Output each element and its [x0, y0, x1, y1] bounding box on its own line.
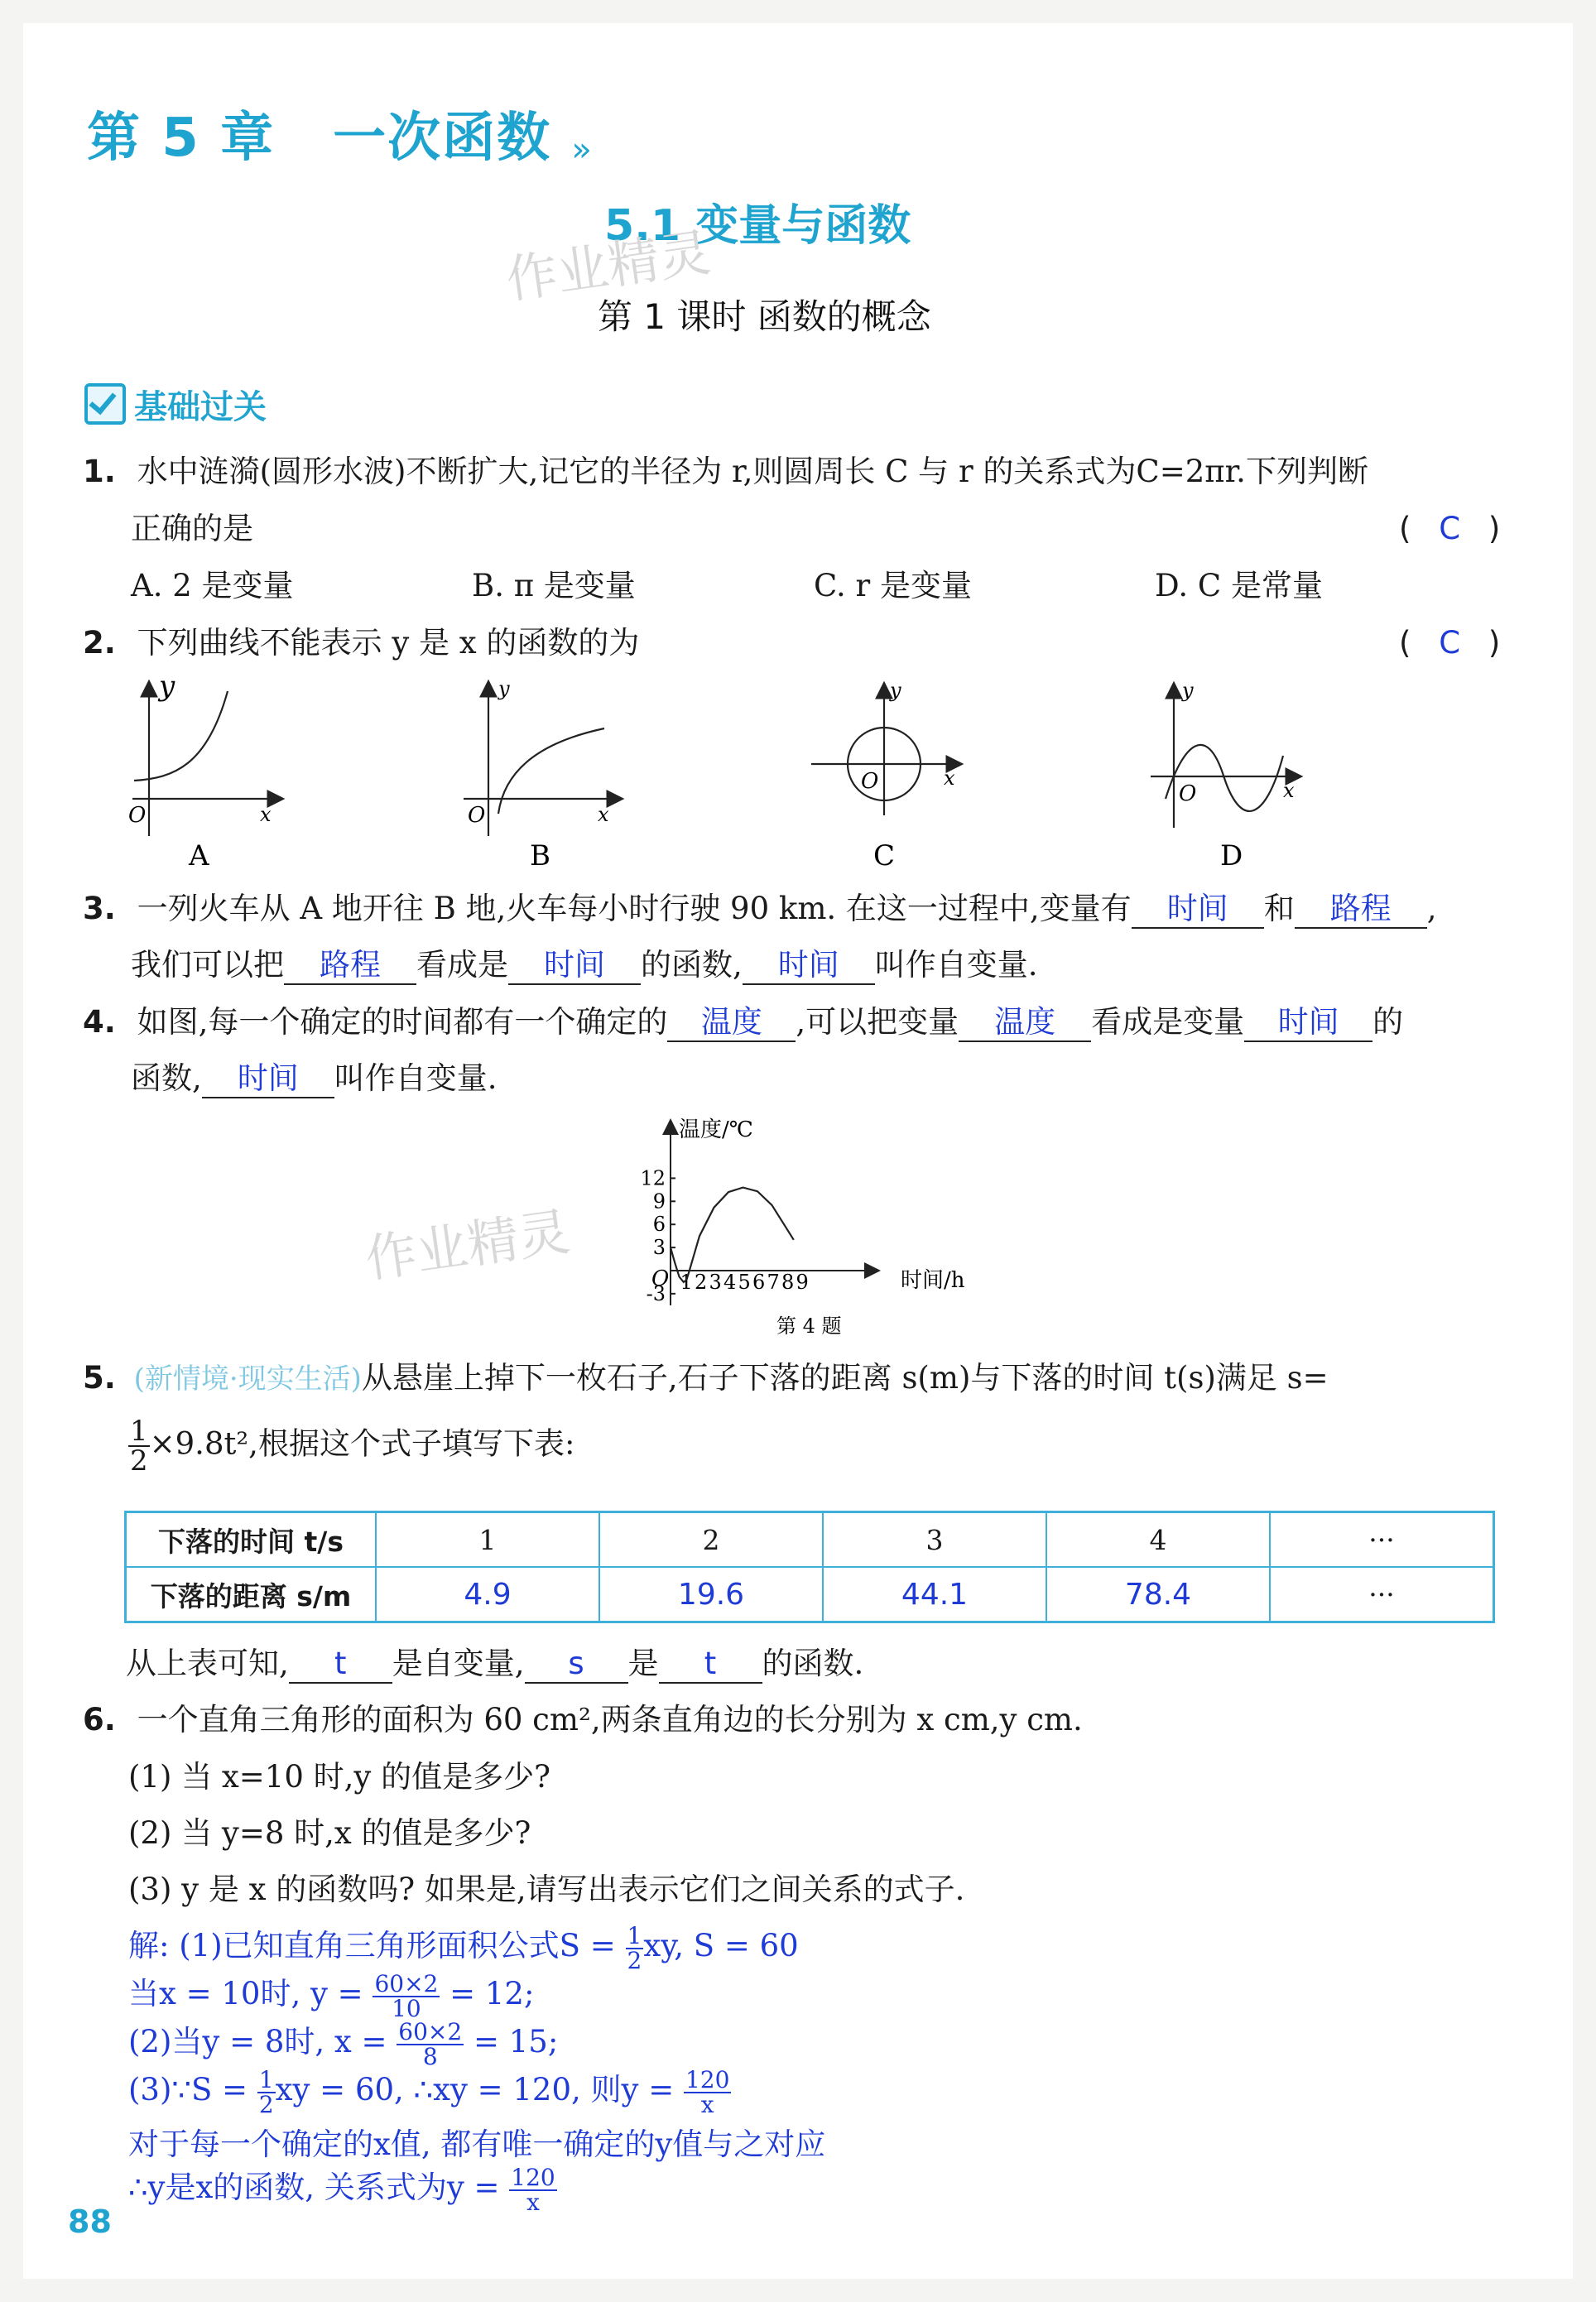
- chart-y-tick-label: 12: [640, 1166, 666, 1190]
- frac-numerator: 120: [685, 2065, 730, 2093]
- q4-text: 的: [1372, 1004, 1404, 1040]
- q3-blank-2[interactable]: 路程: [1295, 891, 1427, 929]
- q5-text: 从上表可知,: [126, 1646, 289, 1681]
- q6-sub-2: (2) 当 y=8 时,x 的值是多少?: [128, 1815, 531, 1851]
- q5-tag: (新情境·现实生活): [133, 1362, 362, 1396]
- question-3: [83, 888, 1436, 930]
- solution-line-4: [128, 2064, 731, 2117]
- sol-text: xy = 60, ∴xy = 120, 则y =: [275, 2072, 675, 2107]
- graph-c-y: y: [890, 679, 901, 702]
- chart-x-tick-label: 9: [796, 1271, 809, 1294]
- page-number: 88: [68, 2203, 112, 2240]
- graph-a-y: y: [159, 675, 175, 703]
- watermark-middle: 作业精灵: [361, 1201, 574, 1290]
- chart-x-tick-label: 3: [709, 1271, 722, 1294]
- q5-line2: [128, 1415, 575, 1478]
- q3-blank-1[interactable]: 时间: [1132, 891, 1264, 929]
- q4-number: 4.: [83, 1004, 116, 1040]
- graph-d-y: y: [1182, 679, 1194, 702]
- q4-text: 函数,: [131, 1060, 202, 1096]
- q1-text-line1: 水中涟漪(圆形水波)不断扩大,记它的半径为 r,则圆周长 C 与 r 的关系式为C=2πr.下列判断: [137, 454, 1368, 489]
- frac-denominator: x: [700, 2090, 714, 2118]
- graph-a-origin: O: [128, 803, 147, 828]
- q5-text: 是自变量,: [392, 1646, 525, 1681]
- q6-sub-3: (3) y 是 x 的函数吗? 如果是,请写出表示它们之间关系的式子.: [128, 1872, 965, 1907]
- graph-c-label: C: [873, 839, 896, 869]
- q3-text: 我们可以把: [131, 947, 284, 983]
- q3-text: 一列火车从 A 地开往 B 地,火车每小时行驶 90 km. 在这一过程中,变量有: [137, 891, 1132, 926]
- sol-text: (2)当y = 8时, x =: [128, 2024, 387, 2059]
- chevron-icon: »: [571, 131, 594, 169]
- sol-text: 当x = 10时, y =: [128, 1976, 363, 2011]
- q4-blank-1[interactable]: 温度: [667, 1004, 796, 1042]
- q5-fraction: [128, 1415, 150, 1478]
- chapter-number: 第 5 章: [87, 108, 276, 169]
- question-4: [83, 1002, 1403, 1043]
- q5-number: 5.: [83, 1360, 116, 1396]
- solution-line-1: [128, 1920, 799, 1973]
- sol-text: = 12;: [449, 1976, 535, 2011]
- table-cell: 3: [823, 1512, 1046, 1568]
- q5-table: [124, 1511, 1495, 1623]
- graph-d-label: D: [1220, 839, 1243, 869]
- chart-y-tick-label: 9: [652, 1189, 666, 1213]
- graph-c: [811, 685, 960, 815]
- chart-y-tick-label: 3: [652, 1236, 666, 1260]
- paren-right: ): [1488, 625, 1501, 661]
- sol-text: 解: (1)已知直角三角形面积公式S =: [128, 1928, 616, 1963]
- frac-numerator: 1: [130, 1415, 148, 1448]
- graph-d-origin: O: [1179, 781, 1197, 806]
- table-answer-cell[interactable]: 44.1: [823, 1567, 1046, 1622]
- checkbox-icon: [84, 383, 126, 425]
- paren-left: (: [1399, 511, 1411, 546]
- q5-text: 从悬崖上掉下一枚石子,石子下落的距离 s(m)与下落的时间 t(s)满足 s=: [361, 1360, 1329, 1396]
- q4-line2: [131, 1058, 498, 1099]
- basic-section-label: [84, 381, 267, 428]
- q4-blank-4[interactable]: 时间: [202, 1060, 334, 1098]
- frac-denominator: 10: [392, 1994, 421, 2022]
- q3-blank-3[interactable]: 路程: [284, 947, 416, 985]
- frac-numerator: 60×2: [398, 2017, 463, 2045]
- chart-x-tick-label: 6: [752, 1271, 766, 1294]
- q3-line2: [131, 944, 1038, 986]
- graph-b-x: x: [598, 803, 609, 826]
- graph-a-label: A: [189, 839, 209, 869]
- sol-text: = 15;: [473, 2024, 559, 2059]
- graph-a: [132, 683, 281, 836]
- q2-graphs: [116, 675, 1324, 869]
- table-cell: 2: [599, 1512, 823, 1568]
- table-answer-cell[interactable]: 19.6: [599, 1567, 823, 1622]
- question-6: [83, 1699, 1083, 1741]
- graph-b-label: B: [530, 839, 550, 869]
- q1-text-line2: 正确的是: [131, 511, 253, 546]
- graph-b-y: y: [498, 677, 510, 700]
- question-5: [83, 1358, 1329, 1400]
- chart-series-line: [671, 1188, 794, 1282]
- q4-temperature-chart: [629, 1113, 1010, 1345]
- table-row-head: 下落的距离 s/m: [126, 1567, 377, 1622]
- chapter-title: [87, 95, 594, 171]
- table-cell: ···: [1270, 1567, 1494, 1622]
- q3-text: 叫作自变量.: [874, 947, 1038, 983]
- basic-label-text: 基础过关: [134, 388, 267, 426]
- q1-option-a: A. 2 是变量: [131, 568, 294, 603]
- q5-blank-2[interactable]: s: [525, 1646, 628, 1684]
- table-cell: 4: [1046, 1512, 1270, 1568]
- watermark-top: 作业精灵: [502, 222, 714, 310]
- sol-text: ∴y是x的函数, 关系式为y =: [128, 2170, 500, 2205]
- q3-number: 3.: [83, 891, 116, 926]
- chart-x-ticks: [680, 1271, 809, 1294]
- frac-numerator: 1: [627, 1921, 642, 1949]
- sol-fraction: [373, 1969, 440, 2022]
- chart-caption: 第 4 题: [776, 1314, 842, 1338]
- frac-denominator: 2: [627, 1946, 642, 1974]
- frac-denominator: x: [526, 2188, 540, 2216]
- graph-a-x: x: [260, 803, 272, 826]
- sol-text: (3)∵S =: [128, 2072, 248, 2107]
- chapter-name: 一次函数: [333, 108, 552, 169]
- graph-b-origin: O: [468, 803, 486, 828]
- q5-blank-3[interactable]: t: [659, 1646, 762, 1684]
- q2-answer-paren: [1399, 622, 1500, 664]
- table-row: [126, 1567, 1494, 1622]
- q4-text: 如图,每一个确定的时间都有一个确定的: [137, 1004, 668, 1040]
- chart-x-tick-label: 4: [723, 1271, 737, 1294]
- q6-text: 一个直角三角形的面积为 60 cm²,两条直角边的长分别为 x cm,y cm.: [137, 1702, 1083, 1737]
- section-title: 5.1 变量与函数: [604, 201, 911, 251]
- chart-x-tick-label: 2: [695, 1271, 708, 1294]
- table-cell: ···: [1270, 1512, 1494, 1568]
- table-cell: 1: [376, 1512, 599, 1568]
- sol-text: xy, S = 60: [643, 1928, 799, 1963]
- q5-conclusion: [126, 1643, 863, 1684]
- solution-line-2: [128, 1968, 534, 2021]
- question-1: [83, 451, 1368, 493]
- graph-c-origin: O: [861, 769, 879, 794]
- table-answer-cell[interactable]: 4.9: [376, 1567, 599, 1622]
- sol-fraction: [257, 2065, 276, 2118]
- table-answer-cell[interactable]: 78.4: [1046, 1567, 1270, 1622]
- chart-x-tick-label: 1: [680, 1271, 693, 1294]
- q5-text: 是: [627, 1646, 659, 1681]
- frac-denominator: 2: [258, 2090, 274, 2118]
- q3-comma: ,: [1426, 891, 1437, 926]
- frac-denominator: 8: [422, 2042, 438, 2070]
- q4-text: 看成是变量: [1091, 1004, 1245, 1040]
- q2-number: 2.: [83, 625, 116, 661]
- solution-line-3: [128, 2016, 558, 2069]
- solution-line-5: 对于每一个确定的x值, 都有唯一确定的y值与之对应: [128, 2127, 826, 2162]
- graph-c-x: x: [944, 767, 955, 790]
- q5-text: 的函数.: [762, 1646, 864, 1681]
- chart-x-tick-label: 7: [767, 1271, 780, 1294]
- chart-x-label: 时间/h: [901, 1268, 965, 1293]
- table-row: [126, 1512, 1494, 1568]
- q4-blank-2[interactable]: 温度: [959, 1004, 1091, 1042]
- q4-blank-3[interactable]: 时间: [1244, 1004, 1372, 1042]
- q3-text: 的函数,: [641, 947, 743, 983]
- sol-fraction: [684, 2065, 731, 2118]
- lesson-title: 第 1 课时 函数的概念: [598, 296, 931, 337]
- graph-d: [1151, 685, 1300, 828]
- q4-text: 叫作自变量.: [334, 1060, 498, 1096]
- solution-line-6: [128, 2162, 557, 2214]
- frac-denominator: 2: [130, 1444, 148, 1478]
- sol-fraction: [509, 2163, 556, 2216]
- chart-x-tick-label: 8: [781, 1271, 795, 1294]
- q2-text: 下列曲线不能表示 y 是 x 的函数的为: [137, 625, 640, 661]
- chart-y-label: 温度/℃: [679, 1117, 753, 1142]
- q1-answer-paren: [1399, 508, 1500, 550]
- chart-y-tick-label: -3: [646, 1281, 666, 1305]
- q1-number: 1.: [83, 454, 116, 489]
- q1-answer: C: [1439, 511, 1461, 546]
- q2-answer: C: [1439, 625, 1461, 661]
- q3-text: 看成是: [416, 947, 508, 983]
- frac-numerator: 120: [511, 2163, 555, 2191]
- chart-x-tick-label: 5: [738, 1271, 751, 1294]
- q5-text: ×9.8t²,根据这个式子填写下表:: [149, 1425, 575, 1462]
- frac-numerator: 60×2: [374, 1969, 439, 1997]
- table-row-head: 下落的时间 t/s: [126, 1512, 377, 1568]
- question-2: [83, 622, 639, 664]
- paren-left: (: [1399, 625, 1411, 661]
- q4-text: ,可以把变量: [796, 1004, 959, 1040]
- q5-blank-1[interactable]: t: [289, 1646, 392, 1684]
- q1-option-d: D. C 是常量: [1155, 568, 1323, 603]
- frac-numerator: 1: [258, 2065, 274, 2093]
- q6-number: 6.: [83, 1702, 116, 1737]
- chart-origin: O: [651, 1266, 670, 1291]
- q3-text-and: 和: [1263, 891, 1295, 926]
- graph-d-x: x: [1283, 779, 1295, 802]
- sol-fraction: [397, 2017, 464, 2070]
- q1-option-c: C. r 是变量: [814, 568, 972, 603]
- q1-option-b: B. π 是变量: [472, 568, 636, 603]
- chart-y-tick-label: 6: [652, 1213, 666, 1237]
- q3-blank-4[interactable]: 时间: [508, 947, 641, 985]
- q3-blank-5[interactable]: 时间: [743, 947, 875, 985]
- q6-sub-1: (1) 当 x=10 时,y 的值是多少?: [128, 1759, 550, 1795]
- paren-right: ): [1488, 511, 1501, 546]
- sol-fraction: [626, 1921, 644, 1974]
